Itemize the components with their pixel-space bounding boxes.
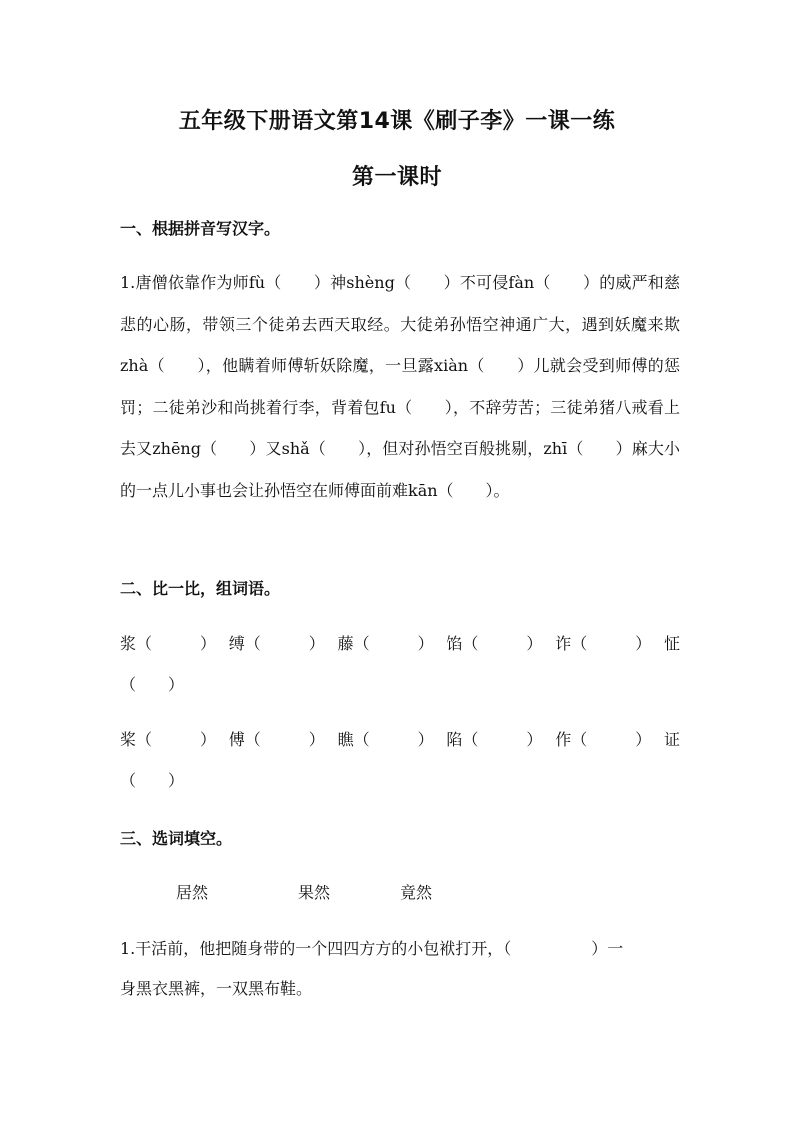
word-item: 作（ ） [555, 729, 652, 749]
question-1-line-1: 1.干活前，他把随身带的一个四四方方的小包袱打开，（ ）一 [120, 939, 624, 958]
word-row-1 [120, 630, 680, 654]
word-row-1-continuation: （ ） [120, 675, 185, 694]
choice-word: 竟然 [400, 883, 433, 902]
choice-word: 果然 [298, 883, 331, 902]
word-row-2-continuation: （ ） [120, 771, 185, 790]
word-item: 瞧（ ） [337, 729, 434, 749]
question-1-line-2: 身黑衣黑裤，一双黑布鞋。 [120, 979, 313, 998]
word-item: 傅（ ） [228, 729, 325, 749]
document-subtitle: 第一课时 [351, 165, 442, 190]
section-1-heading: 一、根据拼音写汉字。 [120, 219, 281, 238]
word-item: 馅（ ） [446, 633, 543, 653]
word-item: 证 [663, 729, 680, 749]
document-title: 五年级下册语文第14课《刷子李》一课一练 [178, 109, 616, 134]
section-3-heading: 三、选词填空。 [120, 829, 233, 848]
word-item: 缚（ ） [228, 633, 325, 653]
word-item: 诈（ ） [555, 633, 652, 653]
word-item: 浆（ ） [120, 633, 217, 653]
section-2-heading: 二、比一比，组词语。 [120, 579, 281, 598]
word-item: 陷（ ） [446, 729, 543, 749]
section-1-paragraph: 1.唐僧依靠作为师fù（ ）神shèng（ ）不可侵fàn（ ）的威严和慈悲的心肠，带领三个徒弟去西天取经。大徒弟孙悟空神通广大，遇到妖魔来欺zhà（ ），他瞒着师傅斩妖除魔，一旦露xiàn（ ）儿就会受到师傅的惩罚；二徒弟沙和尚挑着行李，背着包fu（ ），不辞劳苦；三徒弟猪八戒看上去又zhēng（ ）又shǎ（ ），但对孙悟空百般挑剔，zhī（ ）麻大小的一点儿小事也会让孙悟空在师傅面前难kān（ ）。 [120, 273, 680, 500]
word-item: 藤（ ） [337, 633, 434, 653]
word-item: 怔 [663, 633, 680, 653]
word-item: 桨（ ） [120, 729, 217, 749]
word-row-2 [120, 726, 680, 750]
choice-word: 居然 [176, 883, 209, 902]
